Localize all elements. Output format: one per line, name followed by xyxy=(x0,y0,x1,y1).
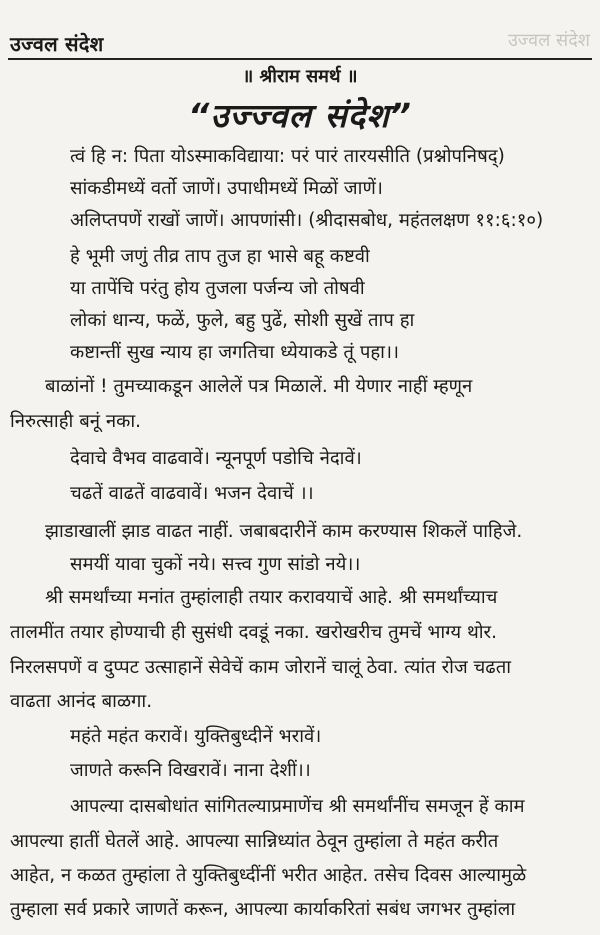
running-head: उज्वल संदेश xyxy=(10,32,104,56)
verse-line: हे भूमी जणुं तीव्र ताप तुज हा भासे बहू कष्टवी xyxy=(70,246,370,267)
paragraph-line: निरुत्साही बनूं नका. xyxy=(10,411,142,432)
paragraph-line: श्री समर्थांच्या मनांत तुम्हांलाही तयार करावयाचें आहे. श्री समर्थांच्याच xyxy=(45,587,498,608)
paragraph-line: आहेत, न कळत तुम्हांला ते युक्तिबुध्दींनीं भरीत आहेत. तसेच दिवस आल्यामुळे xyxy=(10,865,527,886)
verse-line: समयीं यावा चुकों नये। सत्त्व गुण सांडो नये।। xyxy=(70,554,361,575)
paragraph-line: तालमींत तयार होण्याची ही सुसंधी दवडूं नका. खरोखरीच तुमचें भाग्य थोर. xyxy=(10,622,498,643)
verse-line: या तापेंचि परंतु होय तुजला पर्जन्य जो तोषवी xyxy=(70,278,365,299)
verse-line: जाणते करूनि विखरावें। नाना देशीं।। xyxy=(70,760,311,781)
bleed-through-text: उज्वल संदेश xyxy=(507,30,590,51)
paragraph-line: तुम्हाला सर्व प्रकारे जाणतें करून, आपल्या कार्याकरितां सबंध जगभर तुम्हांला xyxy=(10,899,516,920)
paragraph-line: बाळांनों ! तुमच्याकडून आलेलें पत्र मिळालें. मी येणार नाहीं म्हणून xyxy=(45,376,473,397)
verse-line: सांकडीमध्यें वर्तो जाणें। उपाधीमध्यें मिळों जाणें। xyxy=(70,178,383,199)
book-title: “उज्ज्वल संदेश” xyxy=(188,96,412,135)
header-rule xyxy=(8,58,592,60)
invocation: ॥ श्रीराम समर्थ ॥ xyxy=(242,66,358,87)
verse-line: अलिप्तपणें राखों जाणें। आपणांसी। (श्रीदासबोध, महंतलक्षण ११:६:१०) xyxy=(70,210,544,231)
verse-line: लोकां धान्य, फळें, फुले, बहु पुढें, सोशी सुखें ताप हा xyxy=(70,310,415,331)
paragraph-line: आपल्या दासबोधांत सांगितल्याप्रमाणेंच श्री समर्थांनींच समजून हें काम xyxy=(70,796,525,817)
paragraph-line: आपल्या हातीं घेतलें आहे. आपल्या सान्निध्यांत ठेवून तुम्हांला ते महंत करीत xyxy=(10,831,499,852)
paragraph-line: झाडाखालीं झाड वाढत नाहीं. जबाबदारीनें काम करण्यास शिकलें पाहिजे. xyxy=(45,521,523,542)
paragraph-line: वाढता आनंद बाळगा. xyxy=(10,691,153,712)
page-header xyxy=(0,0,600,62)
verse-line: देवाचे वैभव वाढवावें। न्यूनपूर्ण पडोचि नेदावें। xyxy=(70,448,362,469)
verse-line: कष्टान्तीं सुख न्याय हा जगतिचा ध्येयाकडे तूं पहा।। xyxy=(70,342,399,363)
verse-line: चढतें वाढतें वाढवावें। भजन देवाचें ।। xyxy=(70,483,314,504)
verse-line: त्वं हि न: पिता योऽस्माकविद्याया: परं पारं तारयसीति (प्रश्नोपनिषद्) xyxy=(70,146,505,167)
verse-line: महंते महंत करावें। युक्तिबुध्दीनें भरावें। xyxy=(70,726,322,747)
paragraph-line: निरलसपणें व दुप्पट उत्साहानें सेवेचें काम जोरानें चालूं ठेवा. त्यांत रोज चढता xyxy=(10,657,512,678)
